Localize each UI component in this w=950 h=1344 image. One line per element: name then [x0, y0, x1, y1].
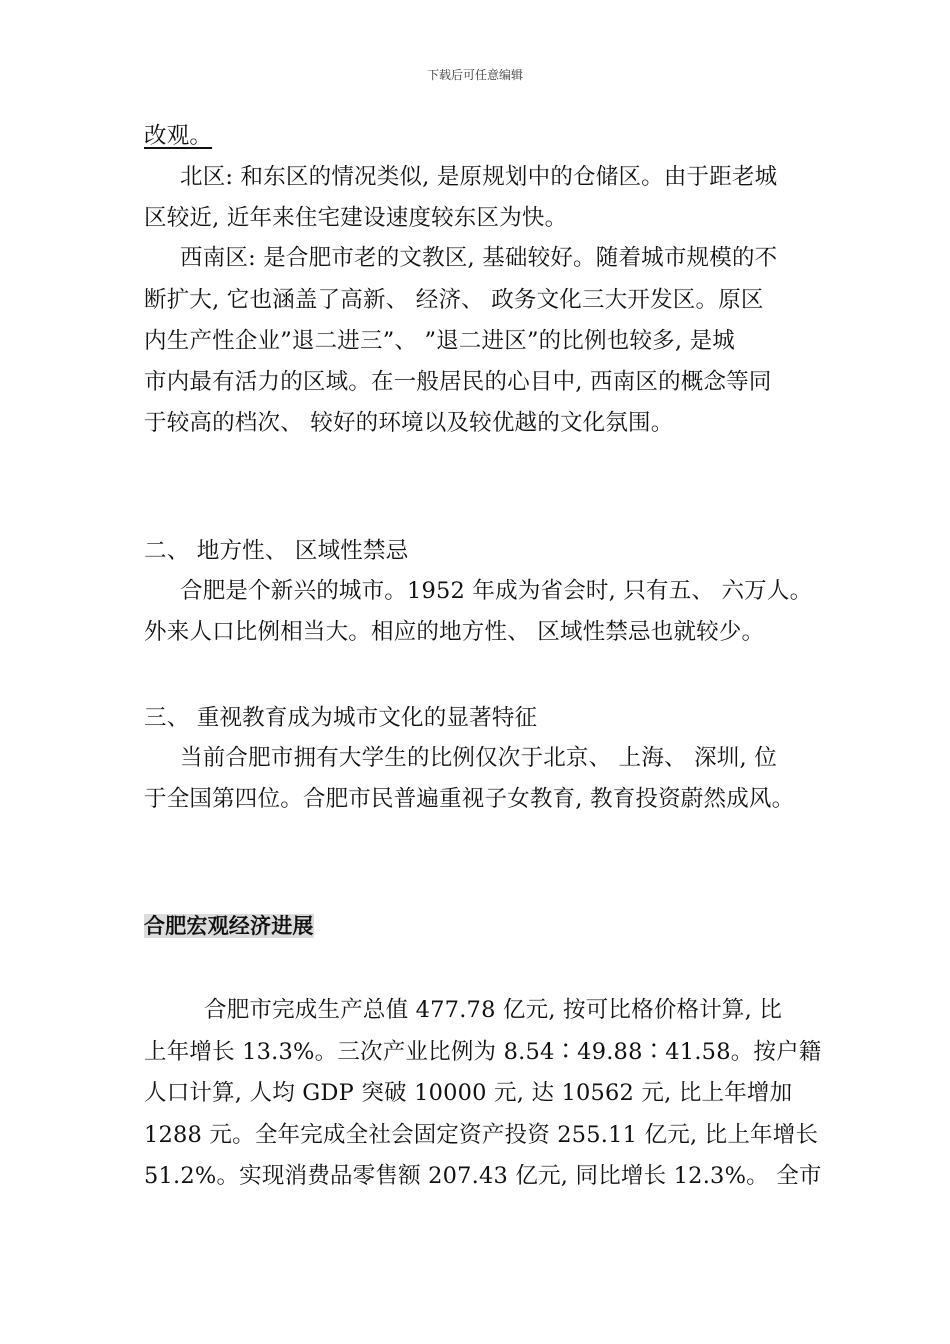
- text-line: 区较近, 近年来住宅建设速度较东区为快。: [144, 205, 568, 231]
- text-line: 市内最有活力的区域。在一般居民的心目中, 西南区的概念等同: [144, 369, 772, 395]
- page-header: 下载后可任意编辑: [426, 68, 523, 82]
- section-title-text: 合肥宏观经济进展: [144, 914, 314, 938]
- text-line: 人口计算, 人均 GDP 突破 10000 元, 达 10562 元, 比上年增加: [144, 1080, 793, 1106]
- text-line: 1288 元。全年完成全社会固定资产投资 255.11 亿元, 比上年增长: [144, 1122, 819, 1148]
- text-line: 内生产性企业”退二进三”、 ”退二进区”的比例也较多, 是城: [144, 328, 735, 354]
- text-line: 北区: 和东区的情况类似, 是原规划中的仓储区。由于距老城: [180, 164, 778, 190]
- text-line: 断扩大, 它也涵盖了高新、 经济、 政务文化三大开发区。原区: [144, 287, 764, 313]
- text-line: 51.2%。实现消费品零售额 207.43 亿元, 同比增长 12.3%。 全市: [144, 1163, 822, 1189]
- text-line: 上年增长 13.3%。三次产业比例为 8.54∶49.88∶41.58。按户籍: [144, 1039, 822, 1065]
- section-heading: 三、 重视教育成为城市文化的显著特征: [144, 705, 538, 731]
- text-line: 改观。: [144, 123, 213, 149]
- section-title: [144, 911, 314, 941]
- text-line: 西南区: 是合肥市老的文教区, 基础较好。随着城市规模的不: [180, 245, 778, 271]
- text-line: 外来人口比例相当大。相应的地方性、 区域性禁忌也就较少。: [144, 619, 765, 645]
- text-line: 合肥市完成生产总值 477.78 亿元, 按可比格价格计算, 比: [204, 997, 783, 1023]
- section-heading: 二、 地方性、 区域性禁忌: [144, 538, 409, 564]
- text-line: 于全国第四位。合肥市民普遍重视子女教育, 教育投资蔚然成风。: [144, 786, 795, 812]
- text-line: 合肥是个新兴的城市。1952 年成为省会时, 只有五、 六万人。: [180, 578, 813, 604]
- text-line: 于较高的档次、 较好的环境以及较优越的文化氛围。: [144, 410, 674, 436]
- text-line: 当前合肥市拥有大学生的比例仅次于北京、 上海、 深圳, 位: [180, 745, 777, 771]
